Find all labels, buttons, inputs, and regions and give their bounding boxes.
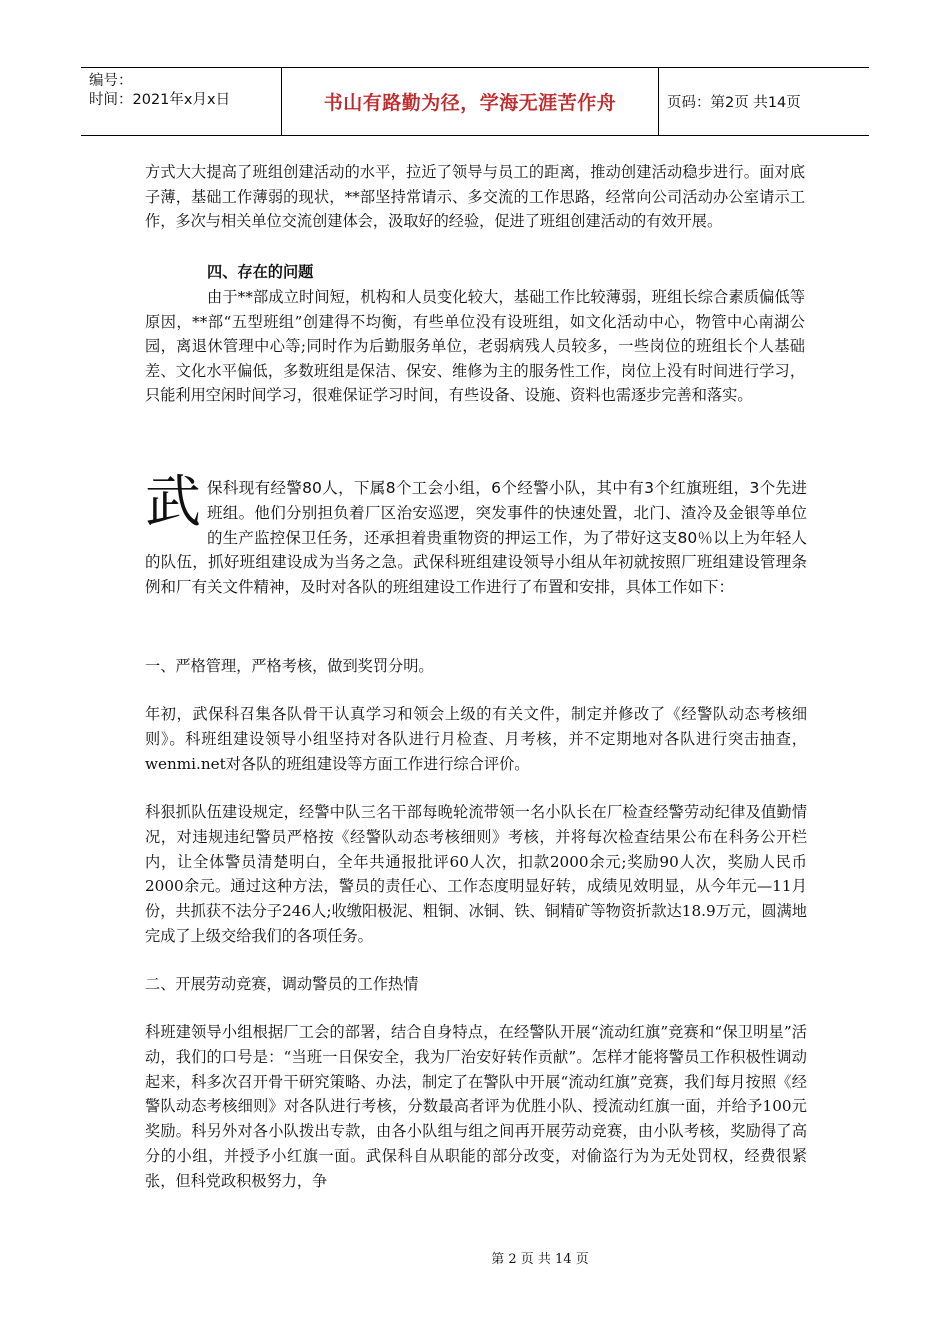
drop-cap: 武 (145, 470, 201, 535)
header-motto: 书山有路勤为径，学海无涯苦作舟 (323, 92, 617, 114)
paragraph-red-flag-competition: 科班建领导小组根据厂工会的部署，结合自身特点，在经警队开展“流动红旗”竞赛和“保卫明星”活动，我们的口号是：“当班一日保安全，我为厂治安好转作贡献”。怎样才能将警员工作积极性调动起来，科多次召开骨干研究策略、办法，制定了在警队中开展“流动红旗”竞赛，我们每月按照《经警队动态考核细则》对各队进行考核，分数最高者评为优胜小队、授流动红旗一面，并给予100元奖励。科另外对各小队拨出专款，由各小队组与组之间再开展劳动竞赛，由小队考核，奖励得了高分的小组，并授予小红旗一面。武保科自从职能的部分改变，对偷盗行为为无处罚权，经费很紧张，但科党政积极努力，争 (145, 1023, 807, 1190)
header-meta (81, 68, 281, 135)
header-number-label: 编号： (89, 73, 133, 89)
header-page-label: 页码：第2页 共14页 (667, 95, 801, 111)
paragraph-intro: 方式大大提高了班组创建活动的水平，拉近了领导与员工的距离，推动创建活动稳步进行。面对底子薄，基础工作薄弱的现状，**部坚持常请示、多交流的工作思路，经常向公司活动办公室请示工作，多次与相关单位交流创建体会，汲取好的经验，促进了班组创建活动的有效开展。 (145, 163, 805, 231)
paragraph-team-discipline: 科狠抓队伍建设规定，经警中队三名干部每晚轮流带领一名小队长在厂检查经警劳动纪律及值勤情况，对违规违纪警员严格按《经警队动态考核细则》考核，并将每次检查结果公布在科务公开栏内，让全体警员清楚明白，全年共通报批评60人次，扣款2000余元;奖励90人次，奖励人民币2000余元。通过这种方法，警员的责任心、工作态度明显好转，成绩见效明显，从今年元—11月份，共抓获不法分子246人;收缴阳极泥、粗铜、冰铜、铁、铜精矿等物资折款达18.9万元，圆满地完成了上级交给我们的各项任务。 (145, 803, 807, 945)
header-time-label: 时间：2021年x月x日 (89, 92, 231, 108)
page-footer (0, 1248, 950, 1267)
footer-page-number: 第 2 页 共 14 页 (491, 1252, 589, 1267)
section-heading-labor-competition: 二、开展劳动竞赛，调动警员的工作热情 (145, 975, 419, 993)
paragraph-wubao-text: 保科现有经警80人，下属8个工会小组，6个经警小队，其中有3个红旗班组，3个先进班组。他们分别担负着厂区治安巡逻，突发事件的快速处置，北门、渣冷及金银等单位的生产监控保卫任务，还承担着贵重物资的押运工作，为了带好这支80％以上为年轻人的队伍，抓好班组建设成为当务之急。武保科班组建设领导小组从年初就按照厂班组建设管理条例和厂有关文件精神，及时对各队的班组建设工作进行了布置和安排，具体工作如下： (145, 479, 807, 597)
document-header (81, 67, 869, 136)
paragraph-wubao-overview (145, 470, 807, 600)
header-motto-cell (281, 68, 659, 135)
section-heading-problems: 四、存在的问题 (207, 263, 314, 281)
paragraph-annual-review: 年初，武保科召集各队骨干认真学习和领会上级的有关文件，制定并修改了《经警队动态考核细则》。科班组建设领导小组坚持对各队进行月检查、月考核，并不定期地对各队进行突击抽查，wenmi.net对各队的班组建设等方面工作进行综合评价。 (145, 705, 807, 773)
paragraph-problems: 由于**部成立时间短，机构和人员变化较大，基础工作比较薄弱，班组长综合素质偏低等原因，**部“五型班组”创建得不均衡，有些单位没有设班组，如文化活动中心，物管中心南湖公园，离退休管理中心等;同时作为后勤服务单位，老弱病残人员较多，一些岗位的班组长个人基础差、文化水平偏低，多数班组是保洁、保安、维修为主的服务性工作，岗位上没有时间进行学习，只能利用空闲时间学习，很难保证学习时间，有些设备、设施、资料也需逐步完善和落实。 (145, 288, 805, 405)
section-heading-strict-management: 一、严格管理，严格考核，做到奖罚分明。 (145, 657, 434, 675)
